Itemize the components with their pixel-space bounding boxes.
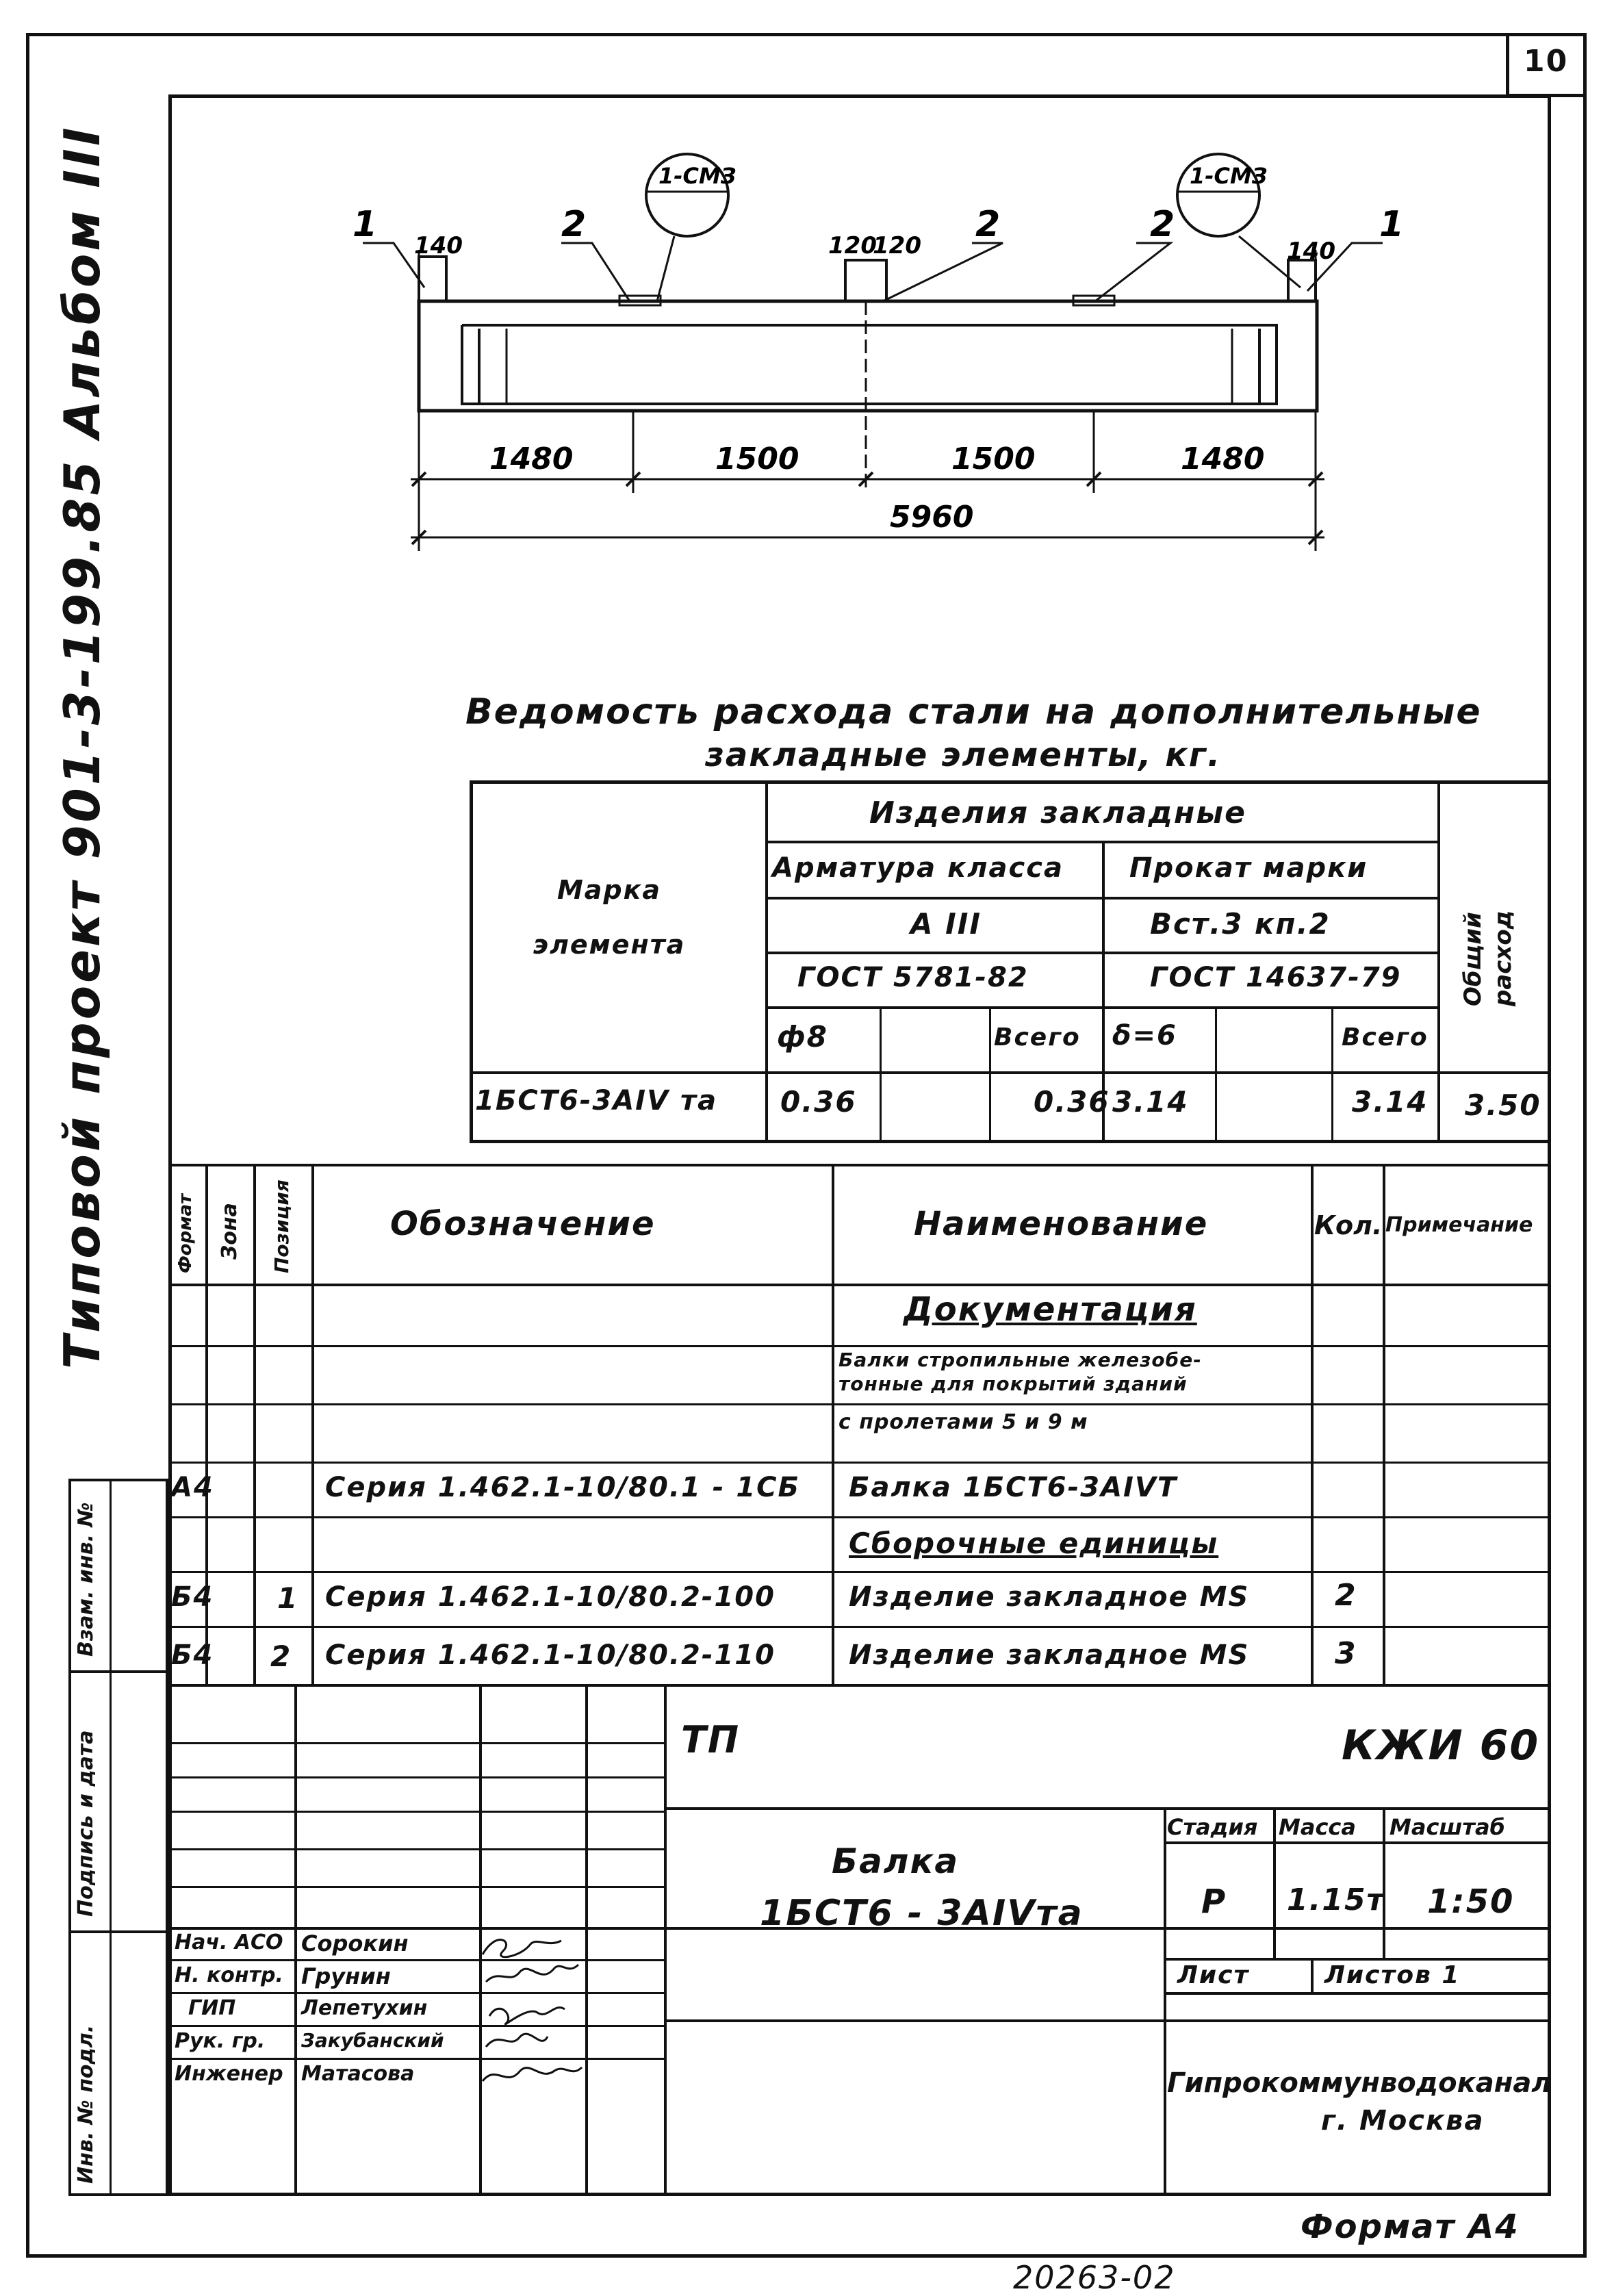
spec-h-naim: Наименование bbox=[914, 1205, 1209, 1243]
spec-h-prim: Примечание bbox=[1385, 1213, 1533, 1237]
masshtab-header: Масштаб bbox=[1389, 1814, 1505, 1840]
spec-h-poz: Позиция bbox=[270, 1179, 293, 1273]
mark-1-right: 1 bbox=[1379, 204, 1405, 245]
row-a4-oboz: Серия 1.462.1-10/80.1 - 1СБ bbox=[325, 1472, 800, 1503]
stamp-vzam-inv: Взам. инв. № bbox=[74, 1502, 98, 1657]
span-4: 1480 bbox=[1181, 442, 1265, 476]
gost-p: ГОСТ 14637-79 bbox=[1150, 962, 1402, 993]
doc-line-1: Балки стропильные железобе- bbox=[838, 1349, 1202, 1371]
steel-table-title-1: Ведомость расхода стали на дополнительные bbox=[465, 691, 1482, 732]
signatures bbox=[472, 1927, 589, 2105]
org-city: г. Москва bbox=[1321, 2105, 1485, 2136]
beam-web bbox=[462, 325, 1277, 404]
row-1-format: Б4 bbox=[171, 1581, 214, 1613]
delta-header: δ=6 bbox=[1112, 1020, 1177, 1051]
row-a4-naim: Балка 1БСТ6-3АIVТ bbox=[849, 1472, 1178, 1503]
stadia-value: Р bbox=[1201, 1883, 1227, 1921]
format-label: Формат А4 bbox=[1301, 2208, 1520, 2246]
span-2: 1500 bbox=[715, 442, 799, 476]
row-1-poz: 1 bbox=[277, 1581, 299, 1615]
gost-a: ГОСТ 5781-82 bbox=[797, 962, 1029, 993]
row-1-naim: Изделие закладное МS bbox=[849, 1581, 1250, 1613]
person-name-1: Сорокин bbox=[301, 1930, 409, 1956]
row-2-oboz: Серия 1.462.1-10/80.2-110 bbox=[325, 1640, 776, 1671]
dim-140-left: 140 bbox=[414, 232, 463, 259]
stamp-divider-v bbox=[110, 1479, 112, 2196]
row-2-kol: 3 bbox=[1335, 1636, 1357, 1671]
mark-2-mid: 2 bbox=[975, 204, 1001, 245]
row-1-kol: 2 bbox=[1335, 1578, 1357, 1613]
mark-2-right: 2 bbox=[1150, 204, 1175, 245]
stadia-header: Стадия bbox=[1167, 1814, 1258, 1840]
person-role-5: Инженер bbox=[175, 2062, 283, 2086]
stamp-inv-podl: Инв. № подл. bbox=[74, 2024, 98, 2184]
section-documentation: Документация bbox=[904, 1290, 1197, 1329]
callout-left-label: 1-СМЗ bbox=[658, 163, 736, 189]
person-name-5: Матасова bbox=[301, 2062, 415, 2086]
row-marka: 1БСТ6-3АIV та bbox=[475, 1085, 718, 1117]
doc-line-2: тонные для покрытий зданий bbox=[838, 1373, 1188, 1395]
row-vsego2: 3.14 bbox=[1352, 1085, 1429, 1119]
row-1-oboz: Серия 1.462.1-10/80.2-100 bbox=[325, 1581, 776, 1613]
person-role-3: ГИП bbox=[188, 1996, 236, 2020]
mark-1-left: 1 bbox=[353, 204, 378, 245]
row-d6: 3.14 bbox=[1112, 1085, 1189, 1119]
spec-h-format: Формат bbox=[175, 1193, 196, 1273]
mark-2-left: 2 bbox=[561, 204, 587, 245]
beam-outline bbox=[419, 301, 1317, 411]
spec-h-zona: Зона bbox=[218, 1203, 242, 1260]
vsego1-header: Всего bbox=[994, 1023, 1081, 1051]
col-marka: Марка элемента bbox=[533, 875, 686, 960]
steel-table-title-2: закладные элементы, кг. bbox=[705, 736, 1222, 774]
massa-header: Масса bbox=[1279, 1814, 1356, 1840]
stamp-divider-2 bbox=[68, 1930, 168, 1933]
archive-number: 20263-02 bbox=[1013, 2259, 1176, 2296]
person-role-1: Нач. АСО bbox=[175, 1930, 283, 1954]
row-2-format: Б4 bbox=[171, 1640, 214, 1671]
row-vsego1: 0.36 bbox=[1034, 1085, 1110, 1119]
phi8-header: ф8 bbox=[777, 1020, 828, 1054]
prokat-header: Прокат марки bbox=[1129, 852, 1368, 884]
dim-120-a: 120 bbox=[828, 232, 877, 259]
row-2-naim: Изделие закладное МS bbox=[849, 1640, 1250, 1671]
title-name-1: Балка bbox=[832, 1841, 960, 1881]
plate-mid bbox=[845, 260, 886, 301]
row-2-poz: 2 bbox=[270, 1640, 292, 1673]
stamp-podpis-data: Подпись и дата bbox=[74, 1730, 98, 1917]
obshchiy-header: Общий расход bbox=[1459, 910, 1517, 1006]
title-tp: ТП bbox=[681, 1718, 741, 1761]
org-name: Гипрокоммунводоканал bbox=[1167, 2067, 1552, 2099]
beam-drawing bbox=[0, 0, 1614, 616]
listov-label: Листов 1 bbox=[1324, 1961, 1461, 1989]
person-name-4: Закубанский bbox=[301, 2029, 444, 2052]
plate-left bbox=[419, 257, 446, 301]
dim-140-right: 140 bbox=[1287, 238, 1335, 265]
doc-line-3: с пролетами 5 и 9 м bbox=[838, 1410, 1088, 1434]
izdelia-header: Изделия закладные bbox=[869, 795, 1246, 830]
span-total: 5960 bbox=[890, 500, 974, 535]
person-name-2: Грунин bbox=[301, 1963, 391, 1989]
span-1: 1480 bbox=[489, 442, 574, 476]
klass-value: А III bbox=[910, 907, 982, 941]
sheet-number: 10 bbox=[1524, 44, 1569, 79]
masshtab-value: 1:50 bbox=[1427, 1883, 1515, 1921]
side-title: Типовой проект 901-3-199.85 Альбом III bbox=[53, 125, 111, 1369]
stamp-divider-1 bbox=[68, 1670, 168, 1673]
person-role-2: Н. контр. bbox=[175, 1963, 283, 1987]
spec-h-kol: Кол. bbox=[1314, 1210, 1383, 1240]
section-assembly: Сборочные единицы bbox=[849, 1527, 1219, 1560]
title-name-2: 1БСТ6 - 3АIVта bbox=[760, 1893, 1084, 1934]
person-role-4: Рук. гр. bbox=[175, 2029, 266, 2053]
vst-value: Вст.3 кп.2 bbox=[1150, 907, 1331, 941]
row-phi8: 0.36 bbox=[780, 1085, 857, 1119]
row-total: 3.50 bbox=[1465, 1088, 1541, 1122]
callout-right-label: 1-СМЗ bbox=[1190, 163, 1268, 189]
title-code: КЖИ 60 bbox=[1342, 1722, 1540, 1770]
span-3: 1500 bbox=[951, 442, 1036, 476]
person-name-3: Лепетухин bbox=[301, 1996, 428, 2020]
row-a4-format: А4 bbox=[171, 1472, 214, 1503]
vsego2-header: Всего bbox=[1342, 1023, 1429, 1051]
list-label: Лист bbox=[1177, 1961, 1250, 1989]
dim-120-b: 120 bbox=[873, 232, 921, 259]
spec-h-oboz: Обозначение bbox=[390, 1205, 656, 1243]
armatura-header: Арматура класса bbox=[772, 852, 1064, 884]
massa-value: 1.15т bbox=[1287, 1883, 1386, 1917]
